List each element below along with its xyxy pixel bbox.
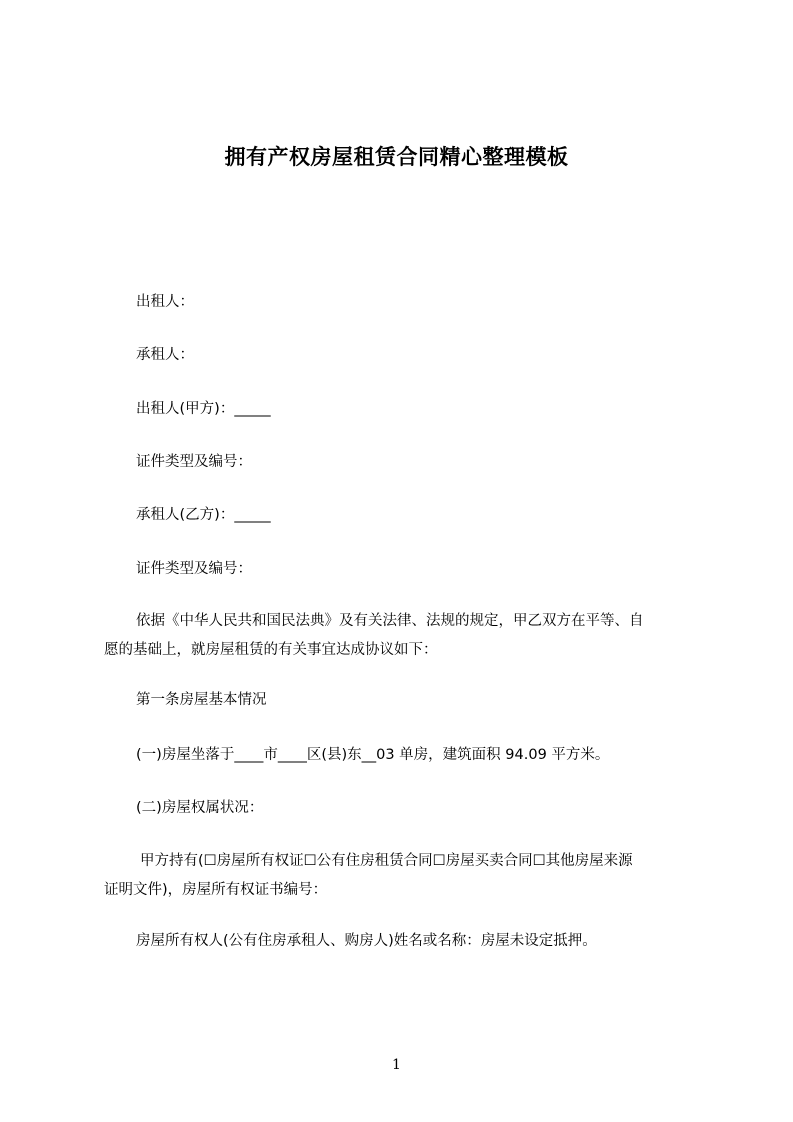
owner-name-paragraph: 房屋所有权人(公有住房承租人、购房人)姓名或名称：房屋未设定抵押。 — [136, 933, 597, 949]
ownership-paragraph — [104, 851, 704, 900]
ownership-line-1: 甲方持有(☐房屋所有权证☐公有住房租赁合同☐房屋买卖合同☐其他房屋来源 — [140, 853, 633, 869]
page-number: 1 — [392, 1057, 401, 1073]
id-type-label-2: 证件类型及编号： — [136, 561, 252, 577]
intro-paragraph — [104, 611, 704, 660]
article-1-heading: 第一条房屋基本情况 — [136, 692, 267, 708]
ownership-line-2: 证明文件)，房屋所有权证书编号： — [104, 882, 328, 898]
document-title: 拥有产权房屋租赁合同精心整理模板 — [224, 145, 569, 169]
item-1-location: (一)房屋坐落于____市____区(县)东__03 单房，建筑面积 94.09 平方米。 — [136, 747, 610, 763]
intro-line-1: 依据《中华人民共和国民法典》及有关法律、法规的规定，甲乙双方在平等、自 — [136, 613, 644, 629]
lessor-label: 出租人： — [136, 294, 194, 310]
id-type-label-1: 证件类型及编号： — [136, 454, 252, 470]
lessee-party-b-field: 承租人(乙方)：_____ — [136, 507, 271, 523]
lessor-party-a-field: 出租人(甲方)：_____ — [136, 401, 271, 417]
intro-line-2: 愿的基础上，就房屋租赁的有关事宜达成协议如下： — [104, 642, 438, 658]
item-2-ownership: (二)房屋权属状况： — [136, 800, 264, 816]
lessee-label: 承租人： — [136, 347, 194, 363]
